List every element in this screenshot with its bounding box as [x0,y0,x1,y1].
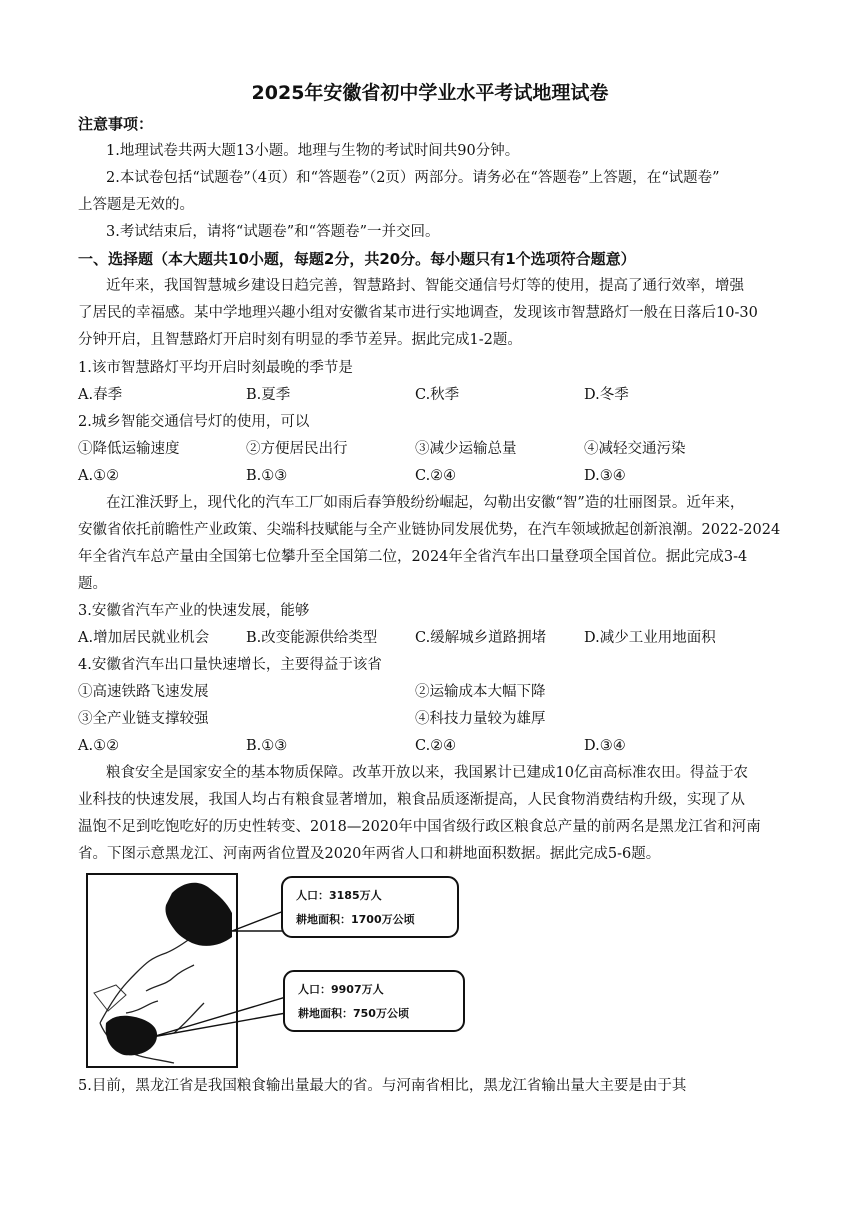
q1-option-a[interactable]: A.春季 [78,387,123,403]
passage3-line-2: 业科技的快速发展，我国人均占有粮食显著增加，粮食品质逐渐提高，人民食物消费结构升级，实现了从 [78,792,745,808]
q4-stem: 4.安徽省汽车出口量快速增长，主要得益于该省 [78,657,382,673]
q4-item-3: ③全产业链支撑较强 [78,711,209,727]
q2-stem: 2.城乡智能交通信号灯的使用，可以 [78,414,310,430]
passage3-line-1: 粮食安全是国家安全的基本物质保障。改革开放以来，我国累计已建成10亿亩高标准农田。得益于农 [106,765,748,781]
notes-heading: 注意事项： [78,115,154,133]
q2-item-2: ②方便居民出行 [246,441,348,457]
q1-stem: 1.该市智慧路灯平均开启时刻最晚的季节是 [78,360,353,376]
q2-option-d[interactable]: D.③④ [584,468,626,484]
q4-item-2: ②运输成本大幅下降 [415,684,546,700]
passage1-line-3: 分钟开启，且智慧路灯开启时刻有明显的季节差异。据此完成1-2题。 [78,332,522,348]
q2-item-3: ③减少运输总量 [415,441,517,457]
q4-option-a[interactable]: A.①② [78,738,120,754]
q4-option-d[interactable]: D.③④ [584,738,626,754]
passage2-line-4: 题。 [78,576,107,592]
passage3-line-4: 省。下图示意黑龙江、河南两省位置及2020年两省人口和耕地面积数据。据此完成5-6题。 [78,846,661,862]
q3-option-b[interactable]: B.改变能源供给类型 [246,630,378,646]
page-title: 2025年安徽省初中学业水平考试地理试卷 [251,82,609,104]
heilongjiang-population: 人口：3185万人 [296,889,382,902]
note-item-2-cont: 上答题是无效的。 [78,197,194,213]
q4-option-b[interactable]: B.①③ [246,738,288,754]
q2-item-4: ④减轻交通污染 [584,441,686,457]
heilongjiang-farmland: 耕地面积：1700万公顷 [296,913,415,926]
note-item-2: 2.本试卷包括“试题卷”（4页）和“答题卷”（2页）两部分。请务必在“答题卷”上答题，在“试题卷” [106,170,720,186]
q1-option-c[interactable]: C.秋季 [415,387,460,403]
passage1-line-2: 了居民的幸福感。某中学地理兴趣小组对安徽省某市进行实地调查，发现该市智慧路灯一般在日落后10-30 [78,305,758,321]
passage3-line-3: 温饱不足到吃饱吃好的历史性转变、2018—2020年中国省级行政区粮食总产量的前两名是黑龙江省和河南 [78,819,761,835]
q2-option-c[interactable]: C.②④ [415,468,457,484]
passage2-line-2: 安徽省依托前瞻性产业政策、尖端科技赋能与全产业链协同发展优势，在汽车领域掀起创新浪潮。2022-2024 [78,522,781,538]
note-item-3: 3.考试结束后，请将“试题卷”和“答题卷”一并交回。 [106,224,440,240]
q1-option-b[interactable]: B.夏季 [246,387,291,403]
heilongjiang-pointer [232,911,284,931]
henan-farmland: 耕地面积：750万公顷 [298,1007,409,1020]
q4-item-1: ①高速铁路飞速发展 [78,684,209,700]
q2-option-b[interactable]: B.①③ [246,468,288,484]
q3-option-d[interactable]: D.减少工业用地面积 [584,630,716,646]
q1-option-d[interactable]: D.冬季 [584,387,629,403]
q3-stem: 3.安徽省汽车产业的快速发展，能够 [78,603,310,619]
province-map-figure [86,873,480,1069]
passage2-line-1: 在江淮沃野上，现代化的汽车工厂如雨后春笋般纷纷崛起，勾勒出安徽“智”造的壮丽图景。近年来， [106,495,745,511]
q4-item-4: ④科技力量较为雄厚 [415,711,546,727]
q4-option-c[interactable]: C.②④ [415,738,457,754]
q3-option-c[interactable]: C.缓解城乡道路拥堵 [415,630,547,646]
q3-option-a[interactable]: A.增加居民就业机会 [78,630,210,646]
henan-population: 人口：9907万人 [298,983,384,996]
q2-option-a[interactable]: A.①② [78,468,120,484]
section-heading: 一、选择题（本大题共10小题，每题2分，共20分。每小题只有1个选项符合题意） [78,250,636,268]
heilongjiang-callout [282,877,458,937]
q2-item-1: ①降低运输速度 [78,441,180,457]
q5-stem: 5.目前，黑龙江省是我国粮食输出量最大的省。与河南省相比，黑龙江省输出量大主要是由于其 [78,1078,687,1094]
henan-callout [284,971,464,1031]
passage2-line-3: 年全省汽车总产量由全国第七位攀升至全国第二位，2024年全省汽车出口量登项全国首位。据此完成3-4 [78,549,748,565]
note-item-1: 1.地理试卷共两大题13小题。地理与生物的考试时间共90分钟。 [106,143,520,159]
passage1-line-1: 近年来，我国智慧城乡建设日趋完善，智慧路封、智能交通信号灯等的使用，提高了通行效率，增强 [106,278,744,294]
